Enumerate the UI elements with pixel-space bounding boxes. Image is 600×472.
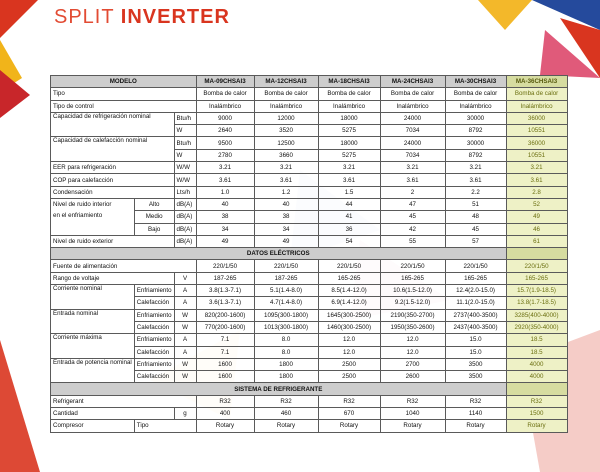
value-cell: 670	[318, 408, 380, 420]
value-cell: 1.2	[254, 186, 318, 198]
value-cell: 1800	[254, 371, 318, 383]
row-refrigerante	[51, 395, 568, 407]
model-header-cell: MA-18CHSAI3	[318, 76, 380, 88]
value-cell: Rotary	[318, 420, 380, 432]
model-header-cell: MA-24CHSAI3	[380, 76, 445, 88]
value-cell: R32	[196, 395, 254, 407]
yellow-triangle-shape	[478, 0, 532, 30]
spec-table	[50, 75, 568, 433]
value-cell: Inalámbrico	[380, 100, 445, 112]
value-cell: 2737(400-3500)	[445, 309, 506, 321]
value-cell: 5.1(1.4-8.0)	[254, 285, 318, 297]
value-cell: R32	[445, 395, 506, 407]
model-header-cell: MA-30CHSAI3	[445, 76, 506, 88]
value-cell: Inalámbrico	[445, 100, 506, 112]
value-cell: 8.5(1.4-12.0)	[318, 285, 380, 297]
value-cell: 18.5	[506, 346, 567, 358]
unit-cell: g	[174, 408, 196, 420]
value-cell: 51	[445, 198, 506, 210]
value-cell: 10551	[506, 149, 567, 161]
value-cell: 36	[318, 223, 380, 235]
row-control	[51, 100, 568, 112]
value-cell: 2500	[318, 358, 380, 370]
row-label	[51, 198, 135, 235]
row-label: Entrada nominal	[51, 309, 135, 334]
unit-cell: W/W	[174, 174, 196, 186]
value-cell: 12.0	[318, 334, 380, 346]
sub-label: Calefacción	[134, 321, 174, 333]
value-cell: 42	[380, 223, 445, 235]
value-cell: 4000	[506, 358, 567, 370]
value-cell: 34	[196, 223, 254, 235]
row-corriente-maxima-enf	[51, 334, 568, 346]
unit-cell: W	[174, 309, 196, 321]
value-cell: 5275	[318, 125, 380, 137]
value-cell: 1600	[196, 358, 254, 370]
value-cell: 45	[445, 223, 506, 235]
value-cell: 187-265	[196, 272, 254, 284]
value-cell: 220/1/50	[196, 260, 254, 272]
sub-label: Enfriamiento	[134, 309, 174, 321]
value-cell: 7034	[380, 149, 445, 161]
value-cell: 3.21	[196, 162, 254, 174]
value-cell: 165-265	[318, 272, 380, 284]
value-cell: 165-265	[506, 272, 567, 284]
row-label: Refrigerant	[51, 395, 197, 407]
value-cell: 5275	[318, 149, 380, 161]
value-cell: Bomba de calor	[254, 88, 318, 100]
value-cell: 9.2(1.5-12.0)	[380, 297, 445, 309]
value-cell: 13.8(1.7-18.5)	[506, 297, 567, 309]
value-cell: 8.0	[254, 334, 318, 346]
value-cell: 2.2	[445, 186, 506, 198]
sub-label: Bajo	[134, 223, 174, 235]
red-triangle-shape	[0, 0, 38, 38]
value-cell: Rotary	[380, 420, 445, 432]
model-header: MODELO	[51, 76, 197, 88]
model-header-cell: MA-12CHSAI3	[254, 76, 318, 88]
row-label: Rango de voltaje	[51, 272, 175, 284]
value-cell: 10551	[506, 125, 567, 137]
value-cell: 3660	[254, 149, 318, 161]
value-cell: 4000	[506, 371, 567, 383]
value-cell: 12500	[254, 137, 318, 149]
value-cell: 34	[254, 223, 318, 235]
unit-cell: dB(A)	[174, 211, 196, 223]
value-cell: 40	[254, 198, 318, 210]
row-label: Fuente de alimentación	[51, 260, 197, 272]
model-header-cell: MA-09CHSAI3	[196, 76, 254, 88]
row-voltaje	[51, 272, 568, 284]
unit-cell: Lts/h	[174, 186, 196, 198]
value-cell: 820(200-1600)	[196, 309, 254, 321]
value-cell: R32	[254, 395, 318, 407]
value-cell: Rotary	[445, 420, 506, 432]
value-cell: 18000	[318, 112, 380, 124]
value-cell: 187-265	[254, 272, 318, 284]
value-cell: 7.1	[196, 346, 254, 358]
sub-label: Medio	[134, 211, 174, 223]
value-cell: 15.0	[445, 334, 506, 346]
row-label-line: Nivel de ruido interior	[53, 200, 112, 208]
value-cell: 3.8(1.3-7.1)	[196, 285, 254, 297]
value-cell: 10.6(1.5-12.0)	[380, 285, 445, 297]
value-cell: 49	[196, 235, 254, 247]
row-label: Tipo	[51, 88, 197, 100]
value-cell: 8792	[445, 125, 506, 137]
sub-label: Enfriamiento	[134, 334, 174, 346]
value-cell: 15.7(1.9-18.5)	[506, 285, 567, 297]
value-cell: 3.61	[445, 174, 506, 186]
value-cell: 3.21	[254, 162, 318, 174]
unit-cell: W	[174, 358, 196, 370]
unit-cell: A	[174, 334, 196, 346]
value-cell: Bomba de calor	[196, 88, 254, 100]
row-label: Corriente nominal	[51, 285, 135, 310]
unit-cell: V	[174, 272, 196, 284]
value-cell: 2500	[318, 371, 380, 383]
row-label: Corriente máxima	[51, 334, 135, 359]
value-cell: R32	[380, 395, 445, 407]
value-cell: 1460(300-2500)	[318, 321, 380, 333]
value-cell: Inalámbrico	[506, 100, 567, 112]
value-cell: 2.8	[506, 186, 567, 198]
row-eer	[51, 162, 568, 174]
value-cell: 1645(300-2500)	[318, 309, 380, 321]
value-cell: 165-265	[380, 272, 445, 284]
row-label: Capacidad de calefacción nominal	[51, 137, 175, 162]
value-cell: 400	[196, 408, 254, 420]
unit-cell: A	[174, 297, 196, 309]
value-cell: 47	[380, 198, 445, 210]
value-cell: Inalámbrico	[196, 100, 254, 112]
red-triangle-shape	[0, 340, 40, 472]
value-cell: 1800	[254, 358, 318, 370]
sub-label: Calefacción	[134, 346, 174, 358]
value-cell: 770(200-1600)	[196, 321, 254, 333]
row-corriente-nominal-enf	[51, 285, 568, 297]
value-cell: 48	[445, 211, 506, 223]
sub-label: Alto	[134, 198, 174, 210]
unit-cell: W	[174, 149, 196, 161]
value-cell: 3.21	[506, 162, 567, 174]
row-tipo	[51, 88, 568, 100]
value-cell: 1.5	[318, 186, 380, 198]
value-cell: 7034	[380, 125, 445, 137]
row-label: Condensación	[51, 186, 175, 198]
section-title: DATOS ELÉCTRICOS	[51, 248, 507, 260]
row-label: Nivel de ruido exterior	[51, 235, 175, 247]
value-cell: 3500	[445, 371, 506, 383]
sub-label: Enfriamiento	[134, 285, 174, 297]
unit-cell: dB(A)	[174, 223, 196, 235]
value-cell: Rotary	[254, 420, 318, 432]
unit-cell: dB(A)	[174, 235, 196, 247]
section-row-refrigerante	[51, 383, 568, 395]
value-cell: 2	[380, 186, 445, 198]
row-condensacion	[51, 186, 568, 198]
value-cell: 3.61	[254, 174, 318, 186]
value-cell: 460	[254, 408, 318, 420]
value-cell: 1040	[380, 408, 445, 420]
value-cell: 12.4(2.0-15.0)	[445, 285, 506, 297]
value-cell: 1140	[445, 408, 506, 420]
value-cell: 6.9(1.4-12.0)	[318, 297, 380, 309]
value-cell: 12.0	[380, 346, 445, 358]
unit-cell: W/W	[174, 162, 196, 174]
value-cell: 44	[318, 198, 380, 210]
value-cell: 2780	[196, 149, 254, 161]
value-cell: 220/1/50	[254, 260, 318, 272]
unit-cell: A	[174, 346, 196, 358]
value-cell: 61	[506, 235, 567, 247]
sub-label: Tipo	[134, 420, 196, 432]
value-cell: 38	[254, 211, 318, 223]
value-cell: 24000	[380, 112, 445, 124]
value-cell: 3.61	[196, 174, 254, 186]
value-cell: 49	[254, 235, 318, 247]
page-title	[54, 6, 230, 29]
value-cell: 220/1/50	[506, 260, 567, 272]
value-cell: 9500	[196, 137, 254, 149]
unit-cell: W	[174, 125, 196, 137]
value-cell: 3.61	[318, 174, 380, 186]
section-title: SISTEMA DE REFRIGERANTE	[51, 383, 507, 395]
value-cell: 3.61	[506, 174, 567, 186]
value-cell: 30000	[445, 112, 506, 124]
value-cell: Inalámbrico	[254, 100, 318, 112]
value-cell: 8792	[445, 149, 506, 161]
value-cell: Rotary	[506, 420, 567, 432]
row-label: Tipo de control	[51, 100, 197, 112]
value-cell: 4.7(1.4-8.0)	[254, 297, 318, 309]
value-cell: 2437(400-3500)	[445, 321, 506, 333]
row-ruido-ext	[51, 235, 568, 247]
value-cell: 12000	[254, 112, 318, 124]
value-cell: 2600	[380, 371, 445, 383]
value-cell: 2190(350-2700)	[380, 309, 445, 321]
value-cell: 2920(350-4000)	[506, 321, 567, 333]
value-cell: 1950(350-2600)	[380, 321, 445, 333]
value-cell: 3.21	[380, 162, 445, 174]
row-compresor	[51, 420, 568, 432]
title-split: SPLIT	[54, 6, 121, 28]
value-cell: 3285(400-4000)	[506, 309, 567, 321]
unit-cell: A	[174, 285, 196, 297]
value-cell: 1600	[196, 371, 254, 383]
value-cell: 220/1/50	[445, 260, 506, 272]
unit-cell: W	[174, 371, 196, 383]
value-cell: 54	[318, 235, 380, 247]
value-cell: 36000	[506, 137, 567, 149]
row-entrada-nominal-enf	[51, 309, 568, 321]
unit-cell: W	[174, 321, 196, 333]
value-cell: 1500	[506, 408, 567, 420]
unit-cell: Btu/h	[174, 137, 196, 149]
value-cell: 3.6(1.3-7.1)	[196, 297, 254, 309]
value-cell: Bomba de calor	[506, 88, 567, 100]
row-cap-calor-btu	[51, 137, 568, 149]
value-cell: 41	[318, 211, 380, 223]
value-cell: 18000	[318, 137, 380, 149]
value-cell: R32	[506, 395, 567, 407]
header-row	[51, 76, 568, 88]
row-potencia-nominal-enf	[51, 358, 568, 370]
value-cell: 220/1/50	[318, 260, 380, 272]
row-label: Compresor	[51, 420, 135, 432]
value-cell: 45	[380, 211, 445, 223]
value-cell: 3.21	[445, 162, 506, 174]
section-row-electricos	[51, 248, 568, 260]
row-label: Entrada de potencia nominal	[51, 358, 135, 383]
value-cell: 2700	[380, 358, 445, 370]
sub-label: Calefacción	[134, 297, 174, 309]
value-cell: Bomba de calor	[318, 88, 380, 100]
value-cell: 12.0	[318, 346, 380, 358]
row-label: Cantidad	[51, 408, 175, 420]
sub-label: Calefacción	[134, 371, 174, 383]
row-label: Capacidad de refrigeración nominal	[51, 112, 175, 137]
row-cop	[51, 174, 568, 186]
value-cell: 18.5	[506, 334, 567, 346]
row-alimentacion	[51, 260, 568, 272]
row-label: EER para refrigeración	[51, 162, 175, 174]
value-cell: Rotary	[196, 420, 254, 432]
value-cell: 7.1	[196, 334, 254, 346]
value-cell: 220/1/50	[380, 260, 445, 272]
row-ruido-alto	[51, 198, 568, 210]
value-cell: 3520	[254, 125, 318, 137]
title-inverter: INVERTER	[120, 6, 230, 28]
value-cell: 3.61	[380, 174, 445, 186]
value-cell: 9000	[196, 112, 254, 124]
value-cell: 165-265	[445, 272, 506, 284]
value-cell: 3.21	[318, 162, 380, 174]
value-cell: 1095(300-1800)	[254, 309, 318, 321]
model-header-cell: MA-36CHSAI3	[506, 76, 567, 88]
value-cell: 12.0	[380, 334, 445, 346]
value-cell: 40	[196, 198, 254, 210]
value-cell: 46	[506, 223, 567, 235]
value-cell: 1013(300-1800)	[254, 321, 318, 333]
value-cell: 15.0	[445, 346, 506, 358]
unit-cell: dB(A)	[174, 198, 196, 210]
sub-label: Enfriamiento	[134, 358, 174, 370]
value-cell: 3500	[445, 358, 506, 370]
value-cell: 52	[506, 198, 567, 210]
value-cell: 36000	[506, 112, 567, 124]
row-cap-frio-btu	[51, 112, 568, 124]
value-cell: Bomba de calor	[445, 88, 506, 100]
value-cell: 24000	[380, 137, 445, 149]
value-cell: Inalámbrico	[318, 100, 380, 112]
row-label-line: en el enfriamiento	[53, 212, 103, 220]
value-cell: 38	[196, 211, 254, 223]
value-cell: 1.0	[196, 186, 254, 198]
row-label: COP para calefacción	[51, 174, 175, 186]
value-cell: 8.0	[254, 346, 318, 358]
value-cell: 30000	[445, 137, 506, 149]
value-cell: 55	[380, 235, 445, 247]
section-title-filler	[506, 248, 567, 260]
section-title-filler	[506, 383, 567, 395]
value-cell: R32	[318, 395, 380, 407]
row-cantidad	[51, 408, 568, 420]
value-cell: 11.1(2.0-15.0)	[445, 297, 506, 309]
value-cell: 57	[445, 235, 506, 247]
value-cell: 2640	[196, 125, 254, 137]
value-cell: Bomba de calor	[380, 88, 445, 100]
value-cell: 49	[506, 211, 567, 223]
unit-cell: Btu/h	[174, 112, 196, 124]
